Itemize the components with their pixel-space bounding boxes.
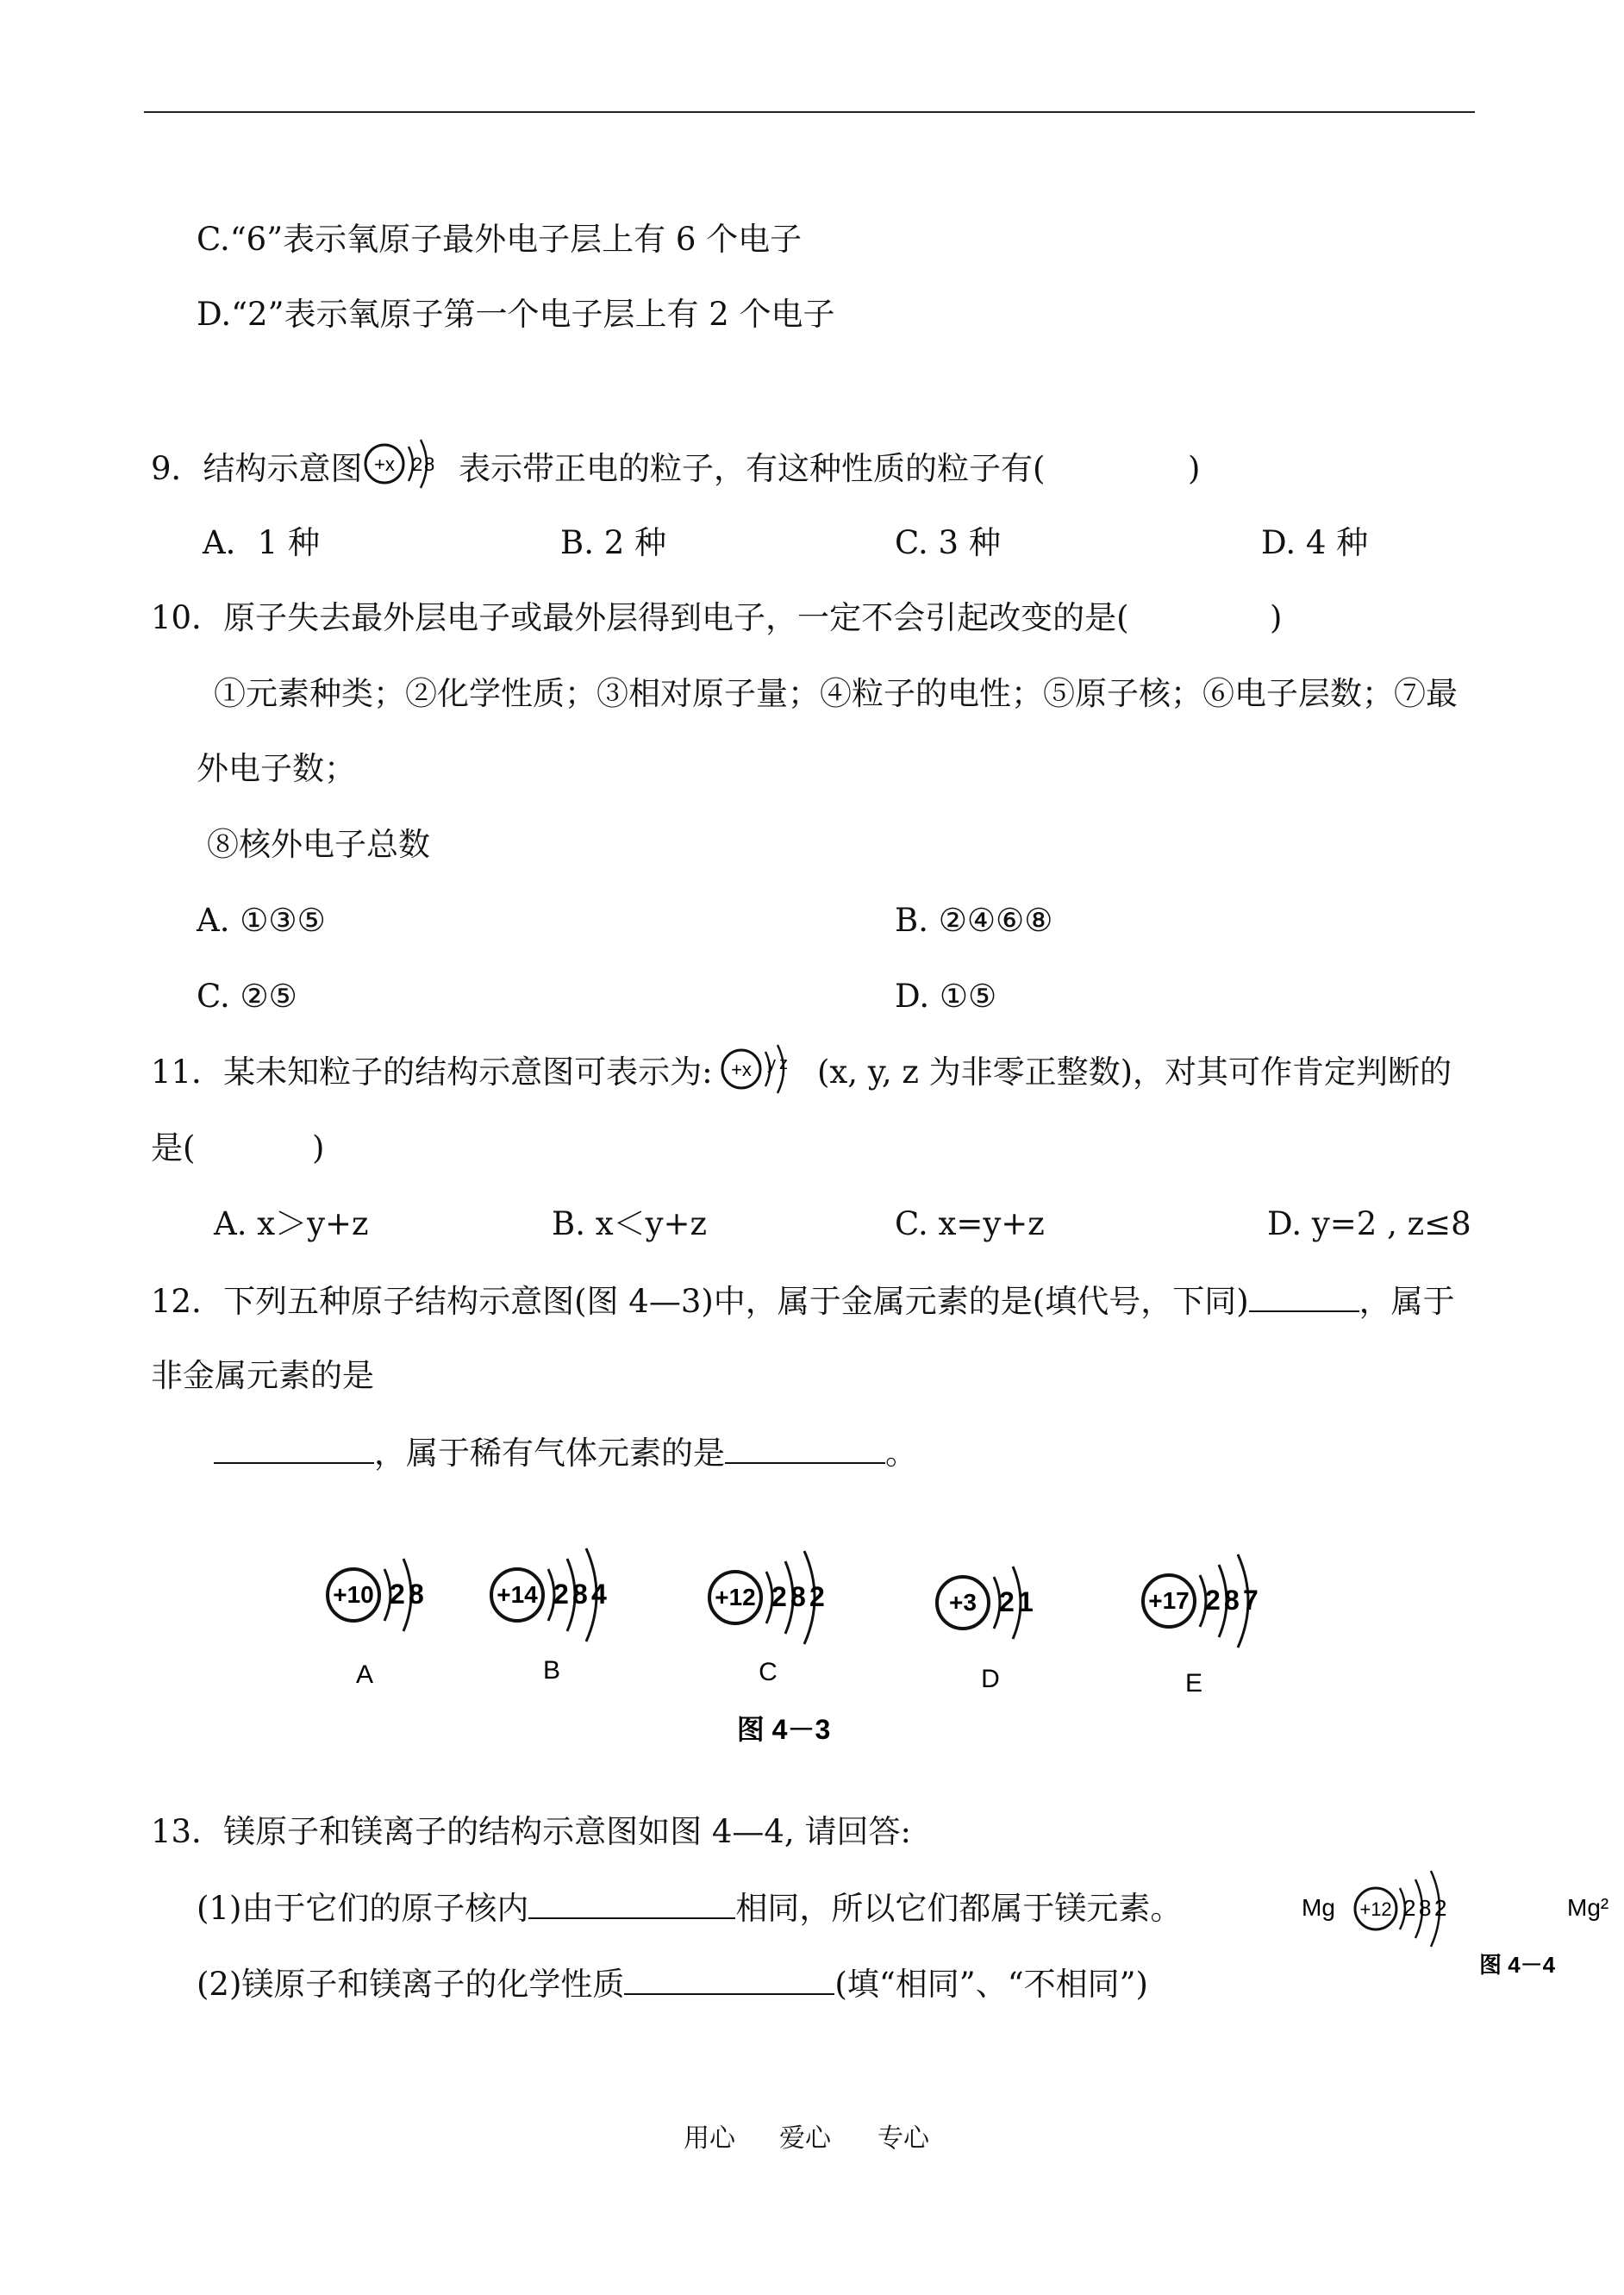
q11-close-paren: ) (312, 1129, 325, 1166)
atom-b-diagram (491, 1548, 607, 1642)
q13-nucleus-blank[interactable] (528, 1888, 735, 1919)
atom-b-label: B (542, 1656, 561, 1685)
atom-c-diagram (709, 1551, 825, 1644)
q8-option-c: C.“6”表示氧原子最外电子层上有 6 个电子 (197, 221, 803, 258)
q11-shell-2: z (779, 1054, 788, 1073)
q12-line1-suffix: ，属于 (1359, 1283, 1455, 1320)
q9-option-a: A．1 种 (203, 524, 321, 561)
atom-a-shell-2: 8 (409, 1579, 424, 1610)
q12-line2: 非金属元素的是 (151, 1357, 374, 1394)
q13-sub2-suffix: (填“相同”、“不相同”) (834, 1966, 1148, 2003)
q12-line1-text: 12．下列五种原子结构示意图(图 4—3)中，属于金属元素的是(填代号，下同) (151, 1283, 1249, 1320)
q13-sub2-text: (2)镁原子和镁离子的化学性质 (197, 1966, 625, 2003)
footer-text-2: 爱心 (779, 2123, 831, 2154)
q13-stem: 13．镁原子和镁离子的结构示意图如图 4—4, 请回答: (151, 1813, 911, 1850)
q9-option-c: C. 3 种 (895, 524, 1001, 561)
q12-line3-end: 。 (885, 1435, 917, 1472)
q10-option-d: D. ①⑤ (895, 978, 997, 1015)
footer-text-1: 用心 (684, 2123, 735, 2154)
atom-d-shell-2: 1 (1018, 1586, 1034, 1617)
mg-nucleus: +12 (1359, 1898, 1392, 1920)
q11-stem: (x, y, z 为非零正整数)，对其可作肯定判断的 (817, 1054, 1452, 1091)
q9-option-b: B. 2 种 (560, 524, 667, 561)
q9-stem: 表示带正电的粒子，有这种性质的粒子有( (459, 450, 1046, 487)
q11-option-a: A. x＞y+z (214, 1205, 369, 1242)
figure-4-4-caption: 图 4－4 (1479, 1952, 1556, 1978)
mg-shell-3: 2 (1434, 1895, 1447, 1921)
header-rule (144, 111, 1475, 113)
q10-option-c: C. ②⑤ (197, 978, 297, 1015)
q9-shell-1: 2 (412, 453, 423, 475)
atom-e-label: E (1184, 1669, 1203, 1698)
q10-items-line2: 外电子数； (197, 750, 356, 787)
q11-number: 11．某未知粒子的结构示意图可表示为: (151, 1054, 713, 1091)
q11-option-d: D. y=2 , z≤8 (1267, 1205, 1471, 1242)
atom-e-nucleus: +17 (1148, 1587, 1190, 1614)
q9-nucleus-text: +x (374, 453, 395, 475)
q10-close-paren: ) (1270, 599, 1283, 636)
q12-line3-text: ，属于稀有气体元素的是 (374, 1435, 725, 1472)
q11-structure-diagram (717, 1035, 803, 1104)
q10-items-line1: ①元素种类；②化学性质；③相对原子量；④粒子的电性；⑤原子核；⑥电子层数；⑦最 (214, 675, 1458, 712)
q10-stem: 10．原子失去最外层电子或最外层得到电子，一定不会引起改变的是( (151, 599, 1129, 636)
q9-structure-diagram (360, 429, 447, 498)
q9-option-d: D. 4 种 (1261, 524, 1369, 561)
q13-property-blank[interactable] (624, 1964, 834, 1995)
footer-text-3: 专心 (878, 2123, 929, 2154)
atom-a-label: A (355, 1660, 374, 1689)
atom-c-nucleus: +12 (715, 1584, 756, 1610)
atom-e-diagram (1143, 1554, 1259, 1648)
atom-a-nucleus: +10 (333, 1581, 374, 1608)
q12-line3 (214, 1433, 917, 1473)
atom-c-shell-2: 8 (790, 1581, 806, 1612)
q9-close-paren: ) (1188, 450, 1201, 487)
q11-option-b: B. x＜y+z (552, 1205, 707, 1242)
q9-number: 9．结构示意图 (151, 450, 363, 487)
q12-line1 (151, 1281, 1455, 1321)
atom-b-shell-1: 2 (553, 1579, 569, 1610)
atom-a-shell-1: 2 (390, 1579, 405, 1610)
atom-c-shell-1: 2 (771, 1581, 787, 1612)
q13-sub1 (197, 1888, 1182, 1928)
q10-items-line3: ⑧核外电子总数 (207, 826, 430, 863)
q8-option-d: D.“2”表示氧原子第一个电子层上有 2 个电子 (197, 296, 835, 333)
q13-sub1-text: (1)由于它们的原子核内 (197, 1890, 529, 1927)
atom-e-shell-3: 7 (1243, 1585, 1259, 1616)
mg-ion-symbol: Mg² (1567, 1894, 1609, 1921)
atom-c-label: C (759, 1658, 778, 1686)
mg-atom-diagram (1355, 1871, 1446, 1947)
atom-d-label: D (981, 1665, 1000, 1693)
q11-nucleus-text: +x (731, 1059, 752, 1080)
mg-shell-2: 8 (1419, 1895, 1432, 1921)
q10-option-a: A. ①③⑤ (197, 902, 326, 939)
atom-b-shell-2: 8 (572, 1579, 588, 1610)
atom-b-shell-3: 4 (591, 1579, 607, 1610)
figure-4-4 (1293, 1862, 1624, 2000)
figure-4-3-caption: 图 4－3 (736, 1714, 831, 1745)
mg-shell-1: 2 (1403, 1895, 1416, 1921)
atom-a-diagram (328, 1559, 424, 1631)
q9-shell-2: 8 (424, 453, 435, 475)
atom-c-shell-3: 2 (809, 1581, 825, 1612)
figure-4-3 (310, 1513, 1284, 1772)
q12-nonmetal-blank[interactable] (214, 1433, 374, 1464)
q12-metal-blank[interactable] (1249, 1281, 1359, 1312)
atom-e-shell-1: 2 (1205, 1585, 1221, 1616)
atom-b-nucleus: +14 (497, 1581, 538, 1608)
q11-shell-1: y (767, 1054, 776, 1073)
q13-sub2 (197, 1964, 1148, 2004)
atom-d-nucleus: +3 (949, 1589, 977, 1616)
q11-stem-line2: 是( (151, 1129, 196, 1166)
q11-option-c: C. x=y+z (895, 1205, 1045, 1242)
q12-noble-gas-blank[interactable] (725, 1433, 885, 1464)
atom-d-shell-1: 2 (999, 1586, 1015, 1617)
atom-d-diagram (937, 1566, 1034, 1639)
q13-sub1-suffix: 相同，所以它们都属于镁元素。 (735, 1890, 1183, 1927)
mg-atom-symbol: Mg (1302, 1894, 1335, 1921)
q10-option-b: B. ②④⑥⑧ (895, 902, 1053, 939)
atom-e-shell-2: 8 (1224, 1585, 1240, 1616)
